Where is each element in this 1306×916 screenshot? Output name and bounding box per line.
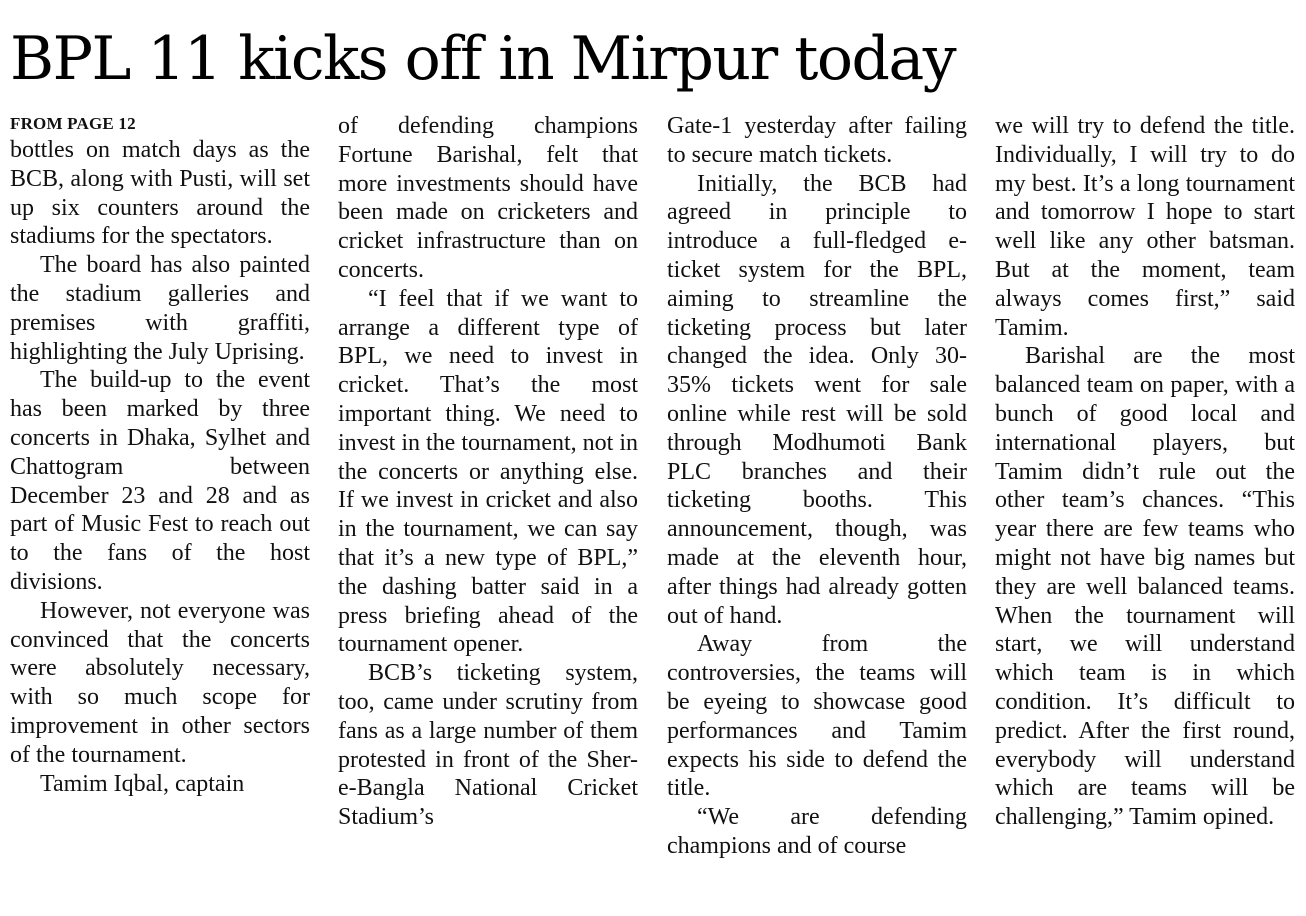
article-column-1 <box>10 112 310 798</box>
paragraph: Away from the controversies, the teams will be eyeing to showcase good performances and Tamim expects his side to defend the title. <box>667 631 967 802</box>
paragraph: The board has also painted the stadium galleries and premises with graffiti, highlighting the July Uprising. <box>10 252 310 365</box>
paragraph: Tamim Iqbal, captain <box>40 770 245 797</box>
paragraph: Barishal are the most balanced team on paper, with a bunch of good local and international players, but Tamim didn’t rule out the other team’s chances. “This year there are few teams who might not have big names but they are well balanced teams. When the tournament will start, we will understand which team is in which condition. It’s difficult to predict. After the first round, everybody will understand which are teams will be challenging,” Tamim opined. <box>995 343 1295 831</box>
paragraph: bottles on match days as the BCB, along with Pusti, will set up six counters around the stadiums for the spectators. <box>10 137 310 250</box>
dateline: FROM PAGE 12 <box>10 114 136 133</box>
paragraph: of defending champions Fortune Barishal, felt that more investments should have been made on cricketers and cricket infrastructure than on concerts. <box>338 113 638 283</box>
paragraph: However, not everyone was convinced that the concerts were absolutely necessary, with so much scope for improvement in other sectors of the tournament. <box>10 597 310 768</box>
article-column-3 <box>667 112 967 861</box>
paragraph: Gate-1 yesterday after failing to secure match tickets. <box>667 113 967 168</box>
paragraph: “We are defending champions and of course <box>667 804 967 859</box>
article-column-4 <box>995 112 1295 832</box>
article-column-2 <box>338 112 638 832</box>
paragraph: “I feel that if we want to arrange a different type of BPL, we need to invest in cricket. That’s the most important thing. We need to invest in the tournament, not in the concerts or anything else. If we invest in cricket and also in the tournament, we can say that it’s a new type of BPL,” the dashing batter said in a press briefing ahead of the tournament opener. <box>338 285 638 658</box>
paragraph: Initially, the BCB had agreed in principle to introduce a full-fledged e-ticket system for the BPL, aiming to streamline the ticketing process but later changed the idea. Only 30-35% tickets went for sale online while rest will be sold through Modhumoti Bank PLC branches and their ticketing booths. This announcement, though, was made at the eleventh hour, after things had already gotten out of hand. <box>667 170 967 629</box>
paragraph: The build-up to the event has been marked by three concerts in Dhaka, Sylhet and Chattogram between December 23 and 28 and as part of Music Fest to reach out to the fans of the host divisions. <box>10 367 310 595</box>
paragraph: BCB’s ticketing system, too, came under scrutiny from fans as a large number of them protested in front of the Sher-e-Bangla National Cricket Stadium’s <box>338 660 638 831</box>
headline: BPL 11 kicks off in Mirpur today <box>10 24 956 94</box>
paragraph: we will try to defend the title. Individually, I will try to do my best. It’s a long tournament and tomorrow I hope to start well like any other batsman. But at the moment, team always comes first,” said Tamim. <box>995 113 1295 341</box>
